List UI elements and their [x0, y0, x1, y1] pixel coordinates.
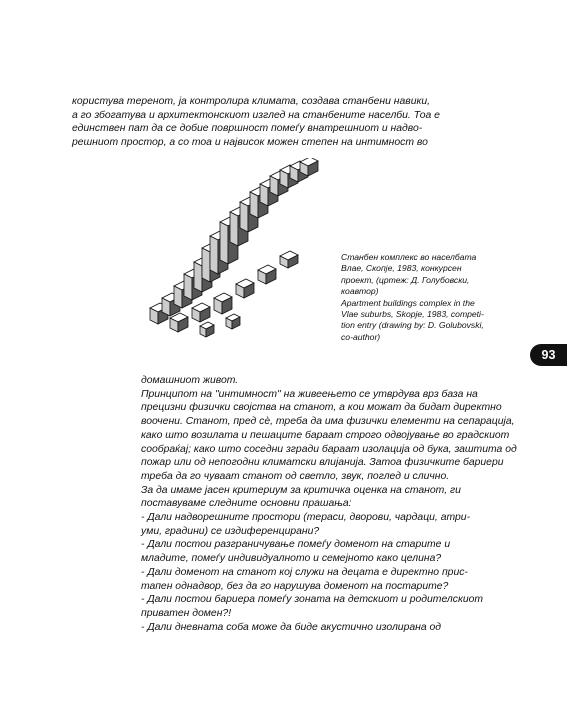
text-line: сообраќај; како што соседни згради бараат изолација од бука, заштита од [141, 443, 517, 455]
text-line: - Дали надворешните простори (тераси, дворови, чардаци, атри- [141, 512, 471, 524]
caption-line: tion entry (drawing by: D. Golubovski, [341, 320, 484, 331]
caption-line: Apartment buildings complex in the [341, 297, 475, 308]
text-line: користува теренот, ја контролира климата, создава станбени навики, [72, 96, 431, 107]
caption-line: проект, (цртеж: Д. Голубовски, [341, 274, 470, 285]
page-number-badge: 93 [530, 344, 567, 366]
text-line: тапен однадвор, без да го нарушува доменот на постарите? [141, 580, 449, 592]
building-block [184, 274, 192, 300]
text-line: младите, помеѓу индивидуалното и семејното како целина? [141, 553, 442, 565]
text-line: - Дали постои бариера помеѓу зоната на детскиот и родителскиот [141, 594, 484, 606]
text-line: - Дали постои разграничување помеѓу доменот на старите и [141, 539, 451, 551]
text-line: Принципот на "интимност" на живеењето се утврдува врз база на [141, 388, 478, 400]
body-text [141, 374, 517, 634]
text-line: треба да го чуваат станот од светло, звук, поглед и слично. [141, 470, 450, 482]
caption-line: Vlae suburbs, Skopje, 1983, competi- [341, 309, 484, 320]
caption-line: коавтор) [341, 286, 379, 297]
text-line: а го збогатува и архитектонскиот изглед на станбените населби. Тоа е [72, 109, 440, 121]
building-block [270, 176, 278, 196]
caption-line: co-author) [341, 331, 381, 342]
text-line: решниот простор, а со тоа и највисок можен степен на интимност во [72, 136, 428, 148]
caption-line: Станбен комплекс во населбата [341, 252, 477, 262]
building-block [220, 222, 228, 264]
text-line: домашниот живот. [141, 375, 239, 386]
caption-line: Влае, Скопје, 1983, конкурсен [341, 263, 462, 274]
text-line: прецизни физички својства на станот, а кои можат да бидат директно [141, 402, 502, 414]
text-line: воочени. Станот, пред сè, треба да има физички елементи на сепарација, [141, 416, 515, 428]
text-line: пожар или од непогодни климатски влијанија. Затоа физичките бариери [141, 457, 504, 469]
building-block [230, 212, 238, 246]
text-line: уми, градини) се издиференцирани? [141, 525, 320, 537]
building-block [202, 248, 210, 282]
building-block [250, 192, 258, 218]
text-line: поставуваме следните основни прашања: [141, 498, 352, 510]
figure-caption [341, 252, 491, 343]
text-line: приватен домен?! [141, 607, 232, 619]
building-block [174, 286, 182, 308]
text-line: - Дали доменот на станот кој служи на децата е директно прис- [141, 566, 468, 578]
building-block [210, 236, 218, 274]
intro-paragraph [72, 95, 440, 149]
text-line: како што возилата и пешаците бараат строго одвојување во градскиот [141, 429, 510, 441]
isometric-building-illustration [140, 158, 330, 338]
text-line: - Дали дневната соба може да биде акустично изолирана од [141, 621, 442, 633]
text-line: единствен пат да се добие површност помеѓу внатрешниот и надво- [72, 123, 423, 135]
building-block [240, 202, 248, 232]
text-line: За да имаме јасен критериум за критичка оценка на станот, ги [141, 484, 461, 496]
building-block [194, 262, 202, 292]
building-block [260, 184, 268, 206]
